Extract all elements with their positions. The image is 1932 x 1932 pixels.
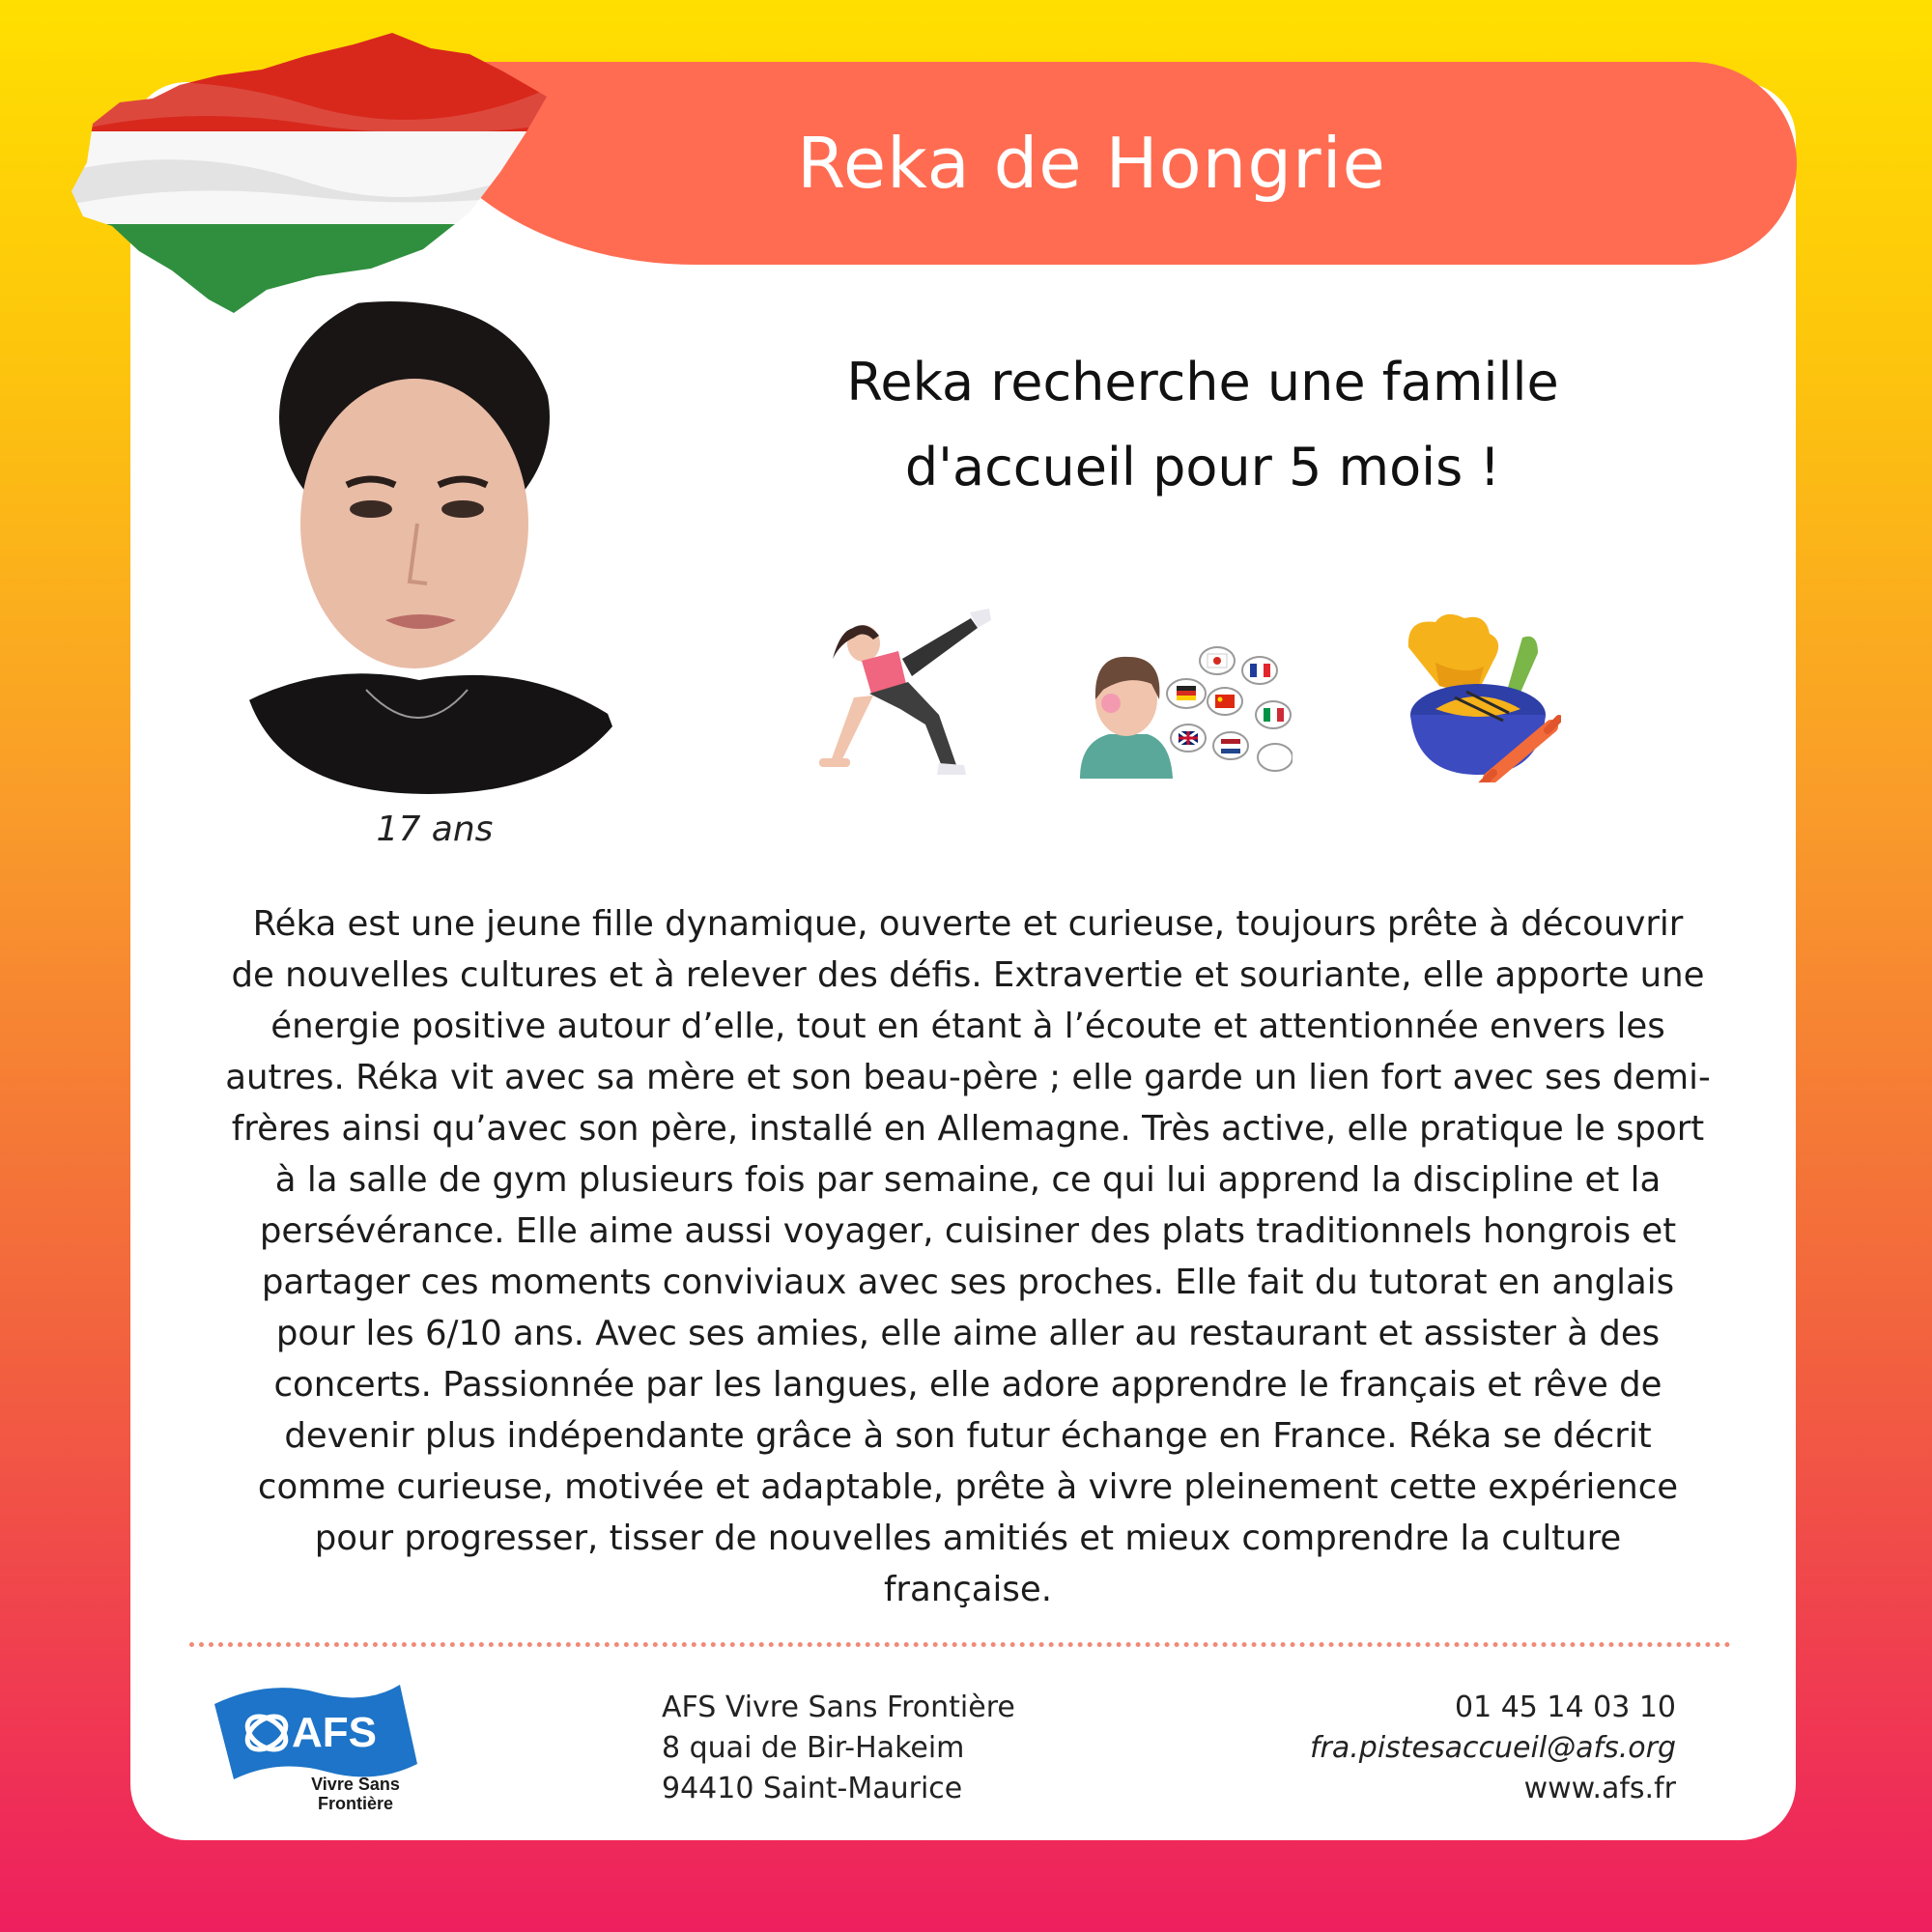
bio-text (147, 898, 1789, 1615)
headline-line-1: Reka recherche une famille (846, 352, 1559, 412)
bio-line: pour progresser, tisser de nouvelles amitiés et mieux comprendre la culture (314, 1519, 1622, 1558)
bio-line: pour les 6/10 ans. Avec ses amies, elle aime aller au restaurant et assister à des (275, 1314, 1661, 1353)
bio-line: énergie positive autour d’elle, tout en étant à l’écoute et attentionnée envers les (270, 1007, 1665, 1046)
gym-stretch-icon (811, 601, 995, 784)
footer-contact (1310, 1688, 1676, 1809)
bio-line: française. (883, 1570, 1053, 1609)
headline (715, 340, 1690, 510)
bio-line: concerts. Passionnée par les langues, elle adore apprendre le français et rêve de (273, 1365, 1662, 1405)
languages-flags-icon (1070, 645, 1293, 779)
bio-line: frères ainsi qu’avec son père, installé en Allemagne. Très active, elle pratique le sport (231, 1109, 1705, 1149)
bio-line: Réka est une jeune fille dynamique, ouverte et curieuse, toujours prête à découvrir (252, 904, 1684, 944)
bio-line: devenir plus indépendante grâce à son futur échange en France. Réka se décrit (284, 1416, 1652, 1456)
bio-line: de nouvelles cultures et à relever des défis. Extravertie et souriante, elle apporte une (231, 955, 1705, 995)
footer-divider (189, 1642, 1731, 1647)
logo-sub-line-2: Frontière (317, 1794, 393, 1813)
afs-logo-subtitle (283, 1775, 428, 1813)
profile-photo (236, 301, 612, 794)
address-org: AFS Vivre Sans Frontière (662, 1690, 1015, 1724)
footer-address (662, 1688, 1015, 1809)
bio-line: à la salle de gym plusieurs fois par semaine, ce qui lui apprend la discipline et la (274, 1160, 1662, 1200)
bio-line: partager ces moments conviviaux avec ses proches. Elle fait du tutorat en anglais (261, 1263, 1675, 1302)
bio-line: autres. Réka vit avec sa mère et son beau-père ; elle garde un lien fort avec ses demi- (225, 1058, 1711, 1097)
bio-line: persévérance. Elle aime aussi voyager, cuisiner des plats traditionnels hongrois et (259, 1211, 1677, 1251)
contact-email[interactable]: fra.pistesaccueil@afs.org (1309, 1731, 1676, 1765)
cooking-icon (1397, 609, 1561, 782)
hungary-flag-map-icon (64, 27, 556, 317)
headline-line-2: d'accueil pour 5 mois ! (904, 437, 1501, 497)
contact-phone[interactable]: 01 45 14 03 10 (1454, 1690, 1676, 1724)
address-city: 94410 Saint-Maurice (662, 1772, 963, 1805)
address-street: 8 quai de Bir-Hakeim (662, 1731, 965, 1765)
logo-sub-line-1: Vivre Sans (311, 1775, 400, 1794)
page-title: Reka de Hongrie (797, 123, 1386, 204)
bio-line: comme curieuse, motivée et adaptable, prête à vivre pleinement cette expérience (257, 1467, 1679, 1507)
contact-website[interactable]: www.afs.fr (1523, 1772, 1676, 1805)
age-label: 17 ans (376, 810, 494, 849)
afs-logo-text: AFS (292, 1709, 377, 1756)
